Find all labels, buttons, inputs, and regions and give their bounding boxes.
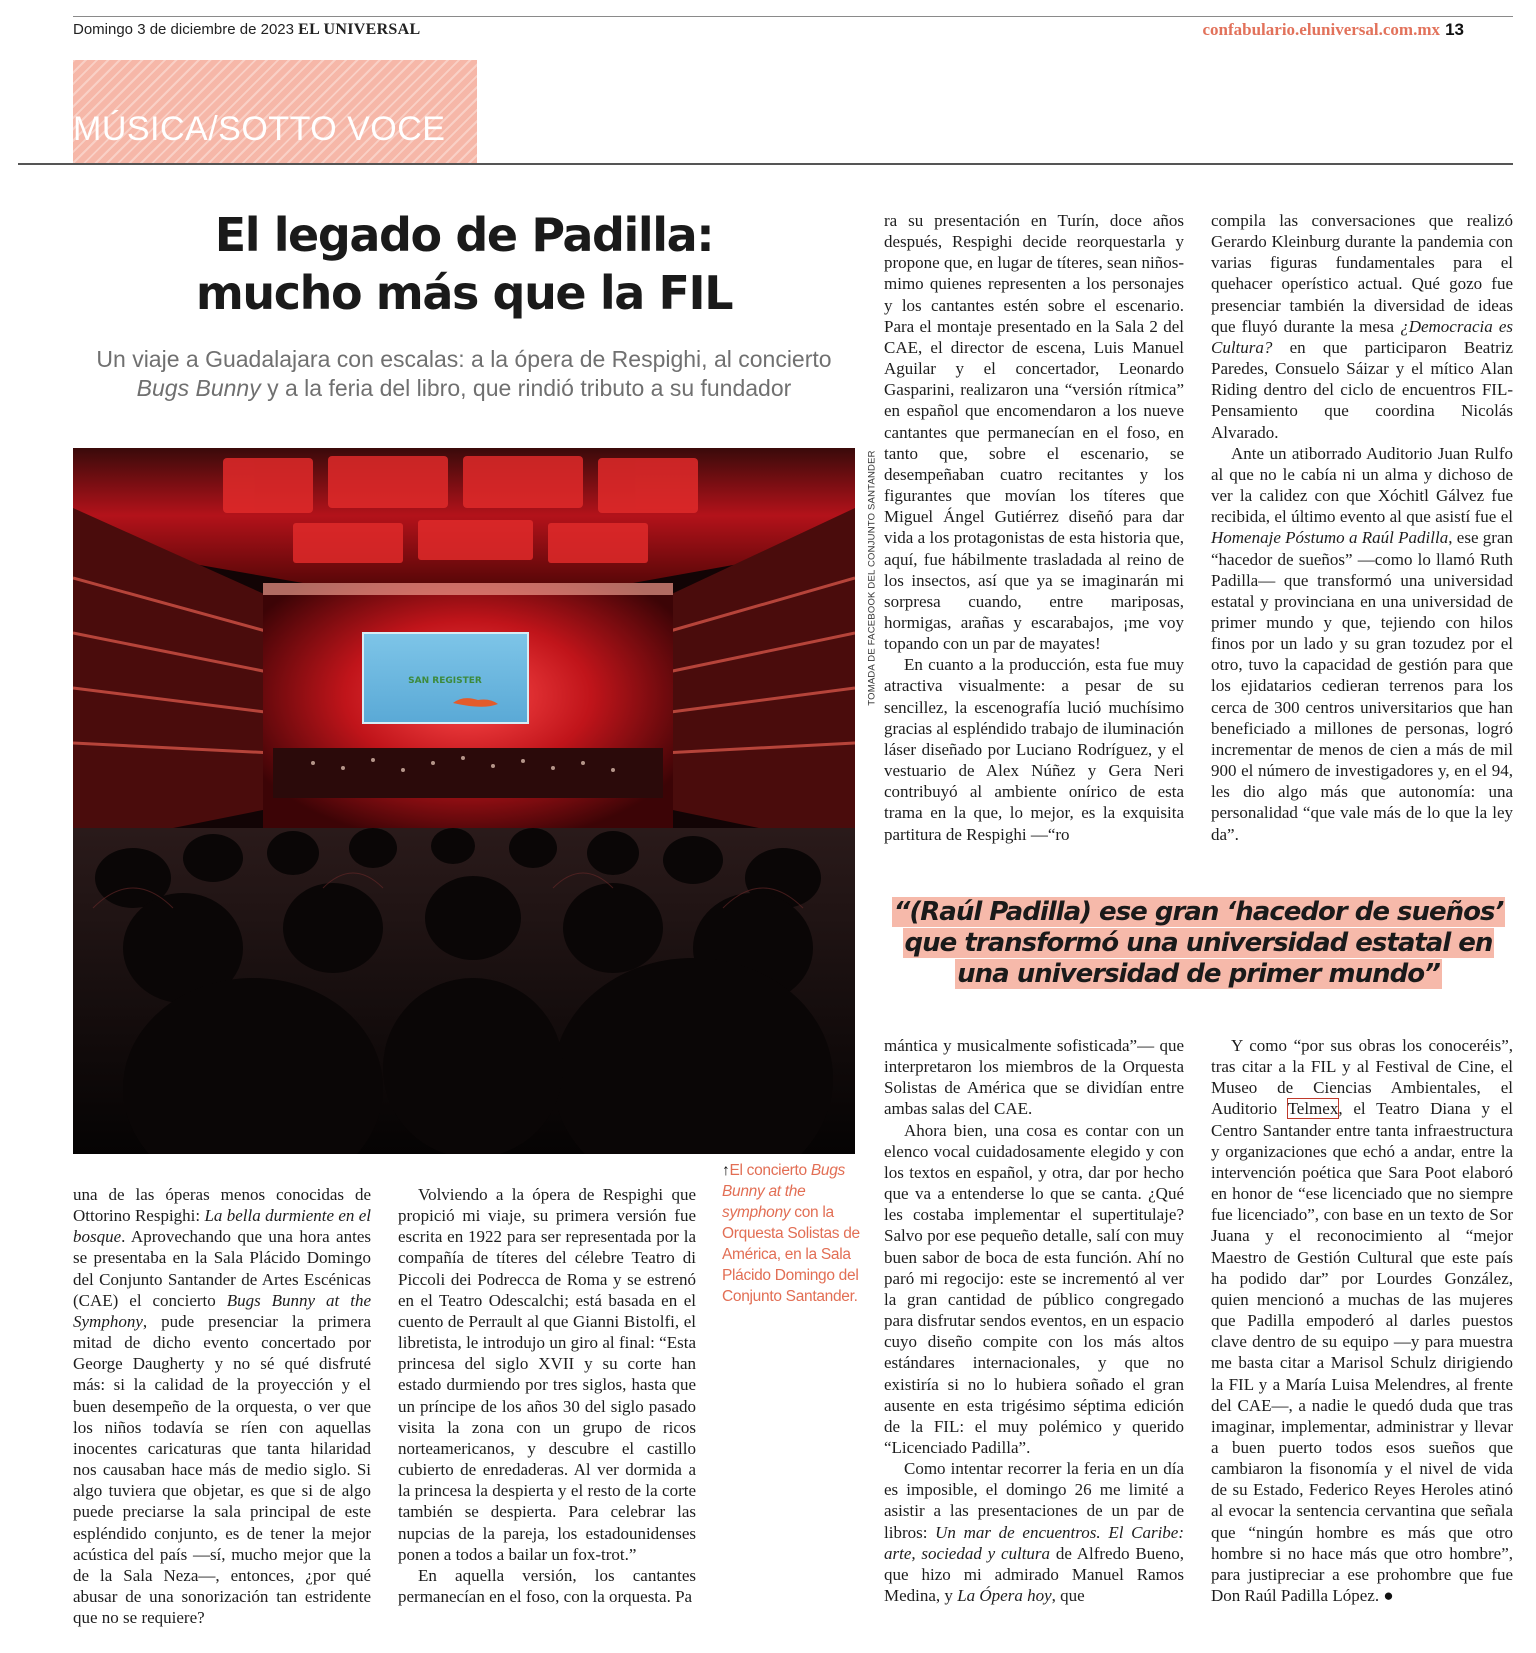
article-headline xyxy=(73,206,855,322)
issue-date xyxy=(73,21,420,39)
paragraph: Volviendo a la ópera de Respighi que propició mi viaje, su primera versión fue escrita en 1922 para ser representada por la compañía de títeres del célebre Teatro di Piccoli dei Podrecca de Roma y se estrenó en el Teatro Odescalchi; está basada en el cuento de Perrault al que Gianni Bistolfi, el libretista, le introdujo un giro al final: “Esta princesa del siglo XVII y su corte han estado durmiendo por tres siglos, hasta que un príncipe de los años 30 del siglo pasado visita la zona con un grupo de ricos norteamericanos, y descubre el castillo cubierto de enredaderas. Al ver dormida a la princesa la despierta y el resto de la corte también se despierta. Para celebrar las nupcias de la pareja, los estadounidenses ponen a todos a bailar un fox-trot.” xyxy=(398,1185,696,1564)
body-column-4-upper xyxy=(1211,210,1513,845)
section-rule xyxy=(18,163,1513,165)
paragraph: En aquella versión, los cantantes permanecían en el foso, con la orquesta. Pa xyxy=(398,1565,696,1606)
paragraph: Y como “por sus obras los conoceréis”, tras citar a la FIL y al Festival de Cine, el Museo de Ciencias Ambientales, el Auditorio Telmex, el Teatro Diana y el Centro Santander entre tanta infraestructura y organizaciones que echó a andar, entre la intervención poética que Sara Poot elaboró en honor de “ese licenciado que no siempre fue licenciado”, con base en un texto de Sor Juana y el reconocimiento al “mejor Maestro de Gestión Cultural que este país ha podido dar” por Lourdes González, quien mencionó a muchas de las mujeres que Padilla empoderó al darles puestos clave dentro de su equipo —y para muestra me basta citar a Marisol Schulz dirigiendo la FIL y a María Luisa Melendres, al frente del CAE—, a nadie le quedó duda que tras imaginar, implementar, administrar y llevar a buen puerto todos esos sueños que cambiaron la fisonomía y el nivel de vida de su Estado, Federico Reyes Heroles atinó al evocar la sentencia cervantina que señala que “ningún hombre es más que otro hombre si no hace más que otro hombre”, para justipreciar a ese prohombre que fue Don Raúl Padilla López. ● xyxy=(1211,1036,1513,1606)
headline-line-2: mucho más que la FIL xyxy=(195,266,733,320)
caption-italic: Bugs Bunny at the symphony xyxy=(722,1162,845,1221)
up-arrow-icon: ↑ xyxy=(722,1162,730,1179)
paragraph: Ahora bien, una cosa es contar con un elenco vocal cuidadosamente elegido y con los textos en español, y otra, dar por hecho que va a entenderse lo que se canta. ¿Qué les costaba implementar el supertitulaje? Salvo por ese pequeño detalle, salí con muy buen sabor de boca de esta función. Ahí no paró mi regocijo: este se incrementó al ver la gran cantidad de público congregado para disfrutar sendos eventos, en un espacio cuyo diseño compite con los más altos estándares internacionales, y que no existiría si no lo hubiera soñado el gran ausente en esta trigésimo séptima edición de la FIL: el muy polémico y querido “Licenciado Padilla”. xyxy=(884,1120,1184,1457)
paragraph: En cuanto a la producción, esta fue muy atractiva visualmente: a pesar de su sencillez, la escenografía lució muchísimo gracias al espléndido trabajo de iluminación láser diseñado por Luciano Rodríguez, y el vestuario de Alex Núñez y Gera Neri contribuyó al ambiente onírico de esta trama en la que, lo mejor, es la exquisita partitura de Respighi —“ro xyxy=(884,655,1184,844)
end-mark-icon: ● xyxy=(1383,1586,1394,1606)
paragraph: una de las óperas menos conocidas de Ottorino Respighi: La bella durmiente en el bosque. Aprovechando que una hora antes se presentaba en la Sala Plácido Domingo del Conjunto Santander de Artes Escénicas (CAE) el concierto Bugs Bunny at the Symphony, pude presenciar la primera mitad de dicho evento concertado por George Daugherty y no sé qué disfruté más: si la calidad de la proyección y el buen desempeño de la orquesta, o ver que los niños todavía se ríen con aquellas inocentes caricaturas que tanta hilaridad nos causaban hace más de medio siglo. Si algo tuviera que objetar, es que si de algo puede preciarse la sala principal de este espléndido conjunto, es de tener la mejor acústica del país —sí, mucho mejor que la de la Sala Neza—, entonces, ¿por qué abusar de una sonorización tan estridente que no se requiere? xyxy=(73,1185,372,1628)
body-column-4-lower xyxy=(1211,1035,1513,1606)
screen-text: SAN REGISTER xyxy=(408,676,482,686)
top-rule xyxy=(73,16,1513,17)
paragraph: mántica y musicalmente sofisticada”— que interpretaron los miembros de la Orquesta Solistas de América que se dividían entre ambas salas del CAE. xyxy=(884,1036,1184,1119)
pull-quote-text: “(Raúl Padilla) ese gran ‘hacedor de sueños’ que transformó una universidad estatal en una universidad de primer mundo” xyxy=(893,897,1504,989)
paragraph: compila las conversaciones que realizó Gerardo Kleinburg durante la pandemia con varias figuras fundamentales para el quehacer operístico actual. Qué gozo fue presenciar también la diversidad de ideas que fluyó durante la mesa ¿Democracia es Cultura? en que participaron Beatriz Paredes, Consuelo Sáizar y el mítico Alan Riding dentro del ciclo de encuentros FIL-Pensamiento que coordina Nicolás Alvarado. xyxy=(1211,211,1513,442)
body-column-1 xyxy=(73,1184,371,1628)
article-deck xyxy=(73,345,855,403)
concert-hall-illustration xyxy=(73,448,855,1154)
site-url-link[interactable]: confabulario.eluniversal.com.mx xyxy=(1202,20,1440,39)
caption-text-2: con la Orquesta Solistas de América, en la Sala Plácido Domingo del Conjunto Santander. xyxy=(722,1204,860,1305)
date-text: Domingo 3 de diciembre de 2023 xyxy=(73,21,294,38)
headline-line-1: El legado de Padilla: xyxy=(214,208,714,262)
photo-credit-text: TOMADA DE FACEBOOK DEL CONJUNTO SANTANDER xyxy=(866,450,878,706)
paragraph: Ante un atiborrado Auditorio Juan Rulfo al que no le cabía ni un alma y dichoso de ver la calidez con que Xóchitl Gálvez fue recibida, el último evento al que asistí fue el Homenaje Póstumo a Raúl Padilla, ese gran “hacedor de sueños” —como lo llamó Ruth Padilla— que transformó una universidad estatal y provinciana en una universidad de primer mundo y que, tejiendo con hilos finos por un lado y su gran tozudez por el otro, tuvo la capacidad de gestión para que los ejidatarios cedieran terrenos para los cerca de 300 centros universitarios que han beneficiado a millones de personas, logró incrementar de menos de cien a más de mil 900 el número de investigadores y, en el 94, les dio algo más que autonomía: una personalidad “que vale más de lo que la ley da”. xyxy=(1211,443,1513,844)
photo-credit xyxy=(866,449,878,707)
deck-italic: Bugs Bunny xyxy=(136,375,261,401)
concert-hall-photo xyxy=(73,448,855,1154)
caption-text-1: El concierto xyxy=(729,1162,807,1179)
publication-name: EL UNIVERSAL xyxy=(298,21,421,38)
body-column-3-lower xyxy=(884,1035,1184,1606)
pull-quote xyxy=(884,897,1513,990)
photo-caption xyxy=(722,1160,860,1307)
page-number: 13 xyxy=(1445,20,1464,39)
telmex-link[interactable]: Telmex xyxy=(1287,1099,1339,1119)
section-label: MÚSICA/SOTTO VOCE xyxy=(73,110,446,148)
body-column-2 xyxy=(398,1184,696,1607)
deck-text-1: Un viaje a Guadalajara con escalas: a la ópera de Respighi, al concierto xyxy=(96,346,832,372)
paragraph: Como intentar recorrer la feria en un día es imposible, el domingo 26 me limité a asistir a las presentaciones de un par de libros: Un mar de encuentros. El Caribe: arte, sociedad y cultura de Alfredo Bueno, que hizo mi admirado Manuel Ramos Medina, y La Ópera hoy, que xyxy=(884,1459,1185,1606)
body-column-3-upper xyxy=(884,210,1184,845)
deck-text-2: y a la feria del libro, que rindió tributo a su fundador xyxy=(267,375,792,401)
paragraph: ra su presentación en Turín, doce años después, Respighi decide reorquestarla y propone que, en lugar de títeres, sean niños-mimo quienes representen a los personajes y los cantantes estén sobre el escenario. Para el montaje presentado en la Sala 2 del CAE, el director de escena, Luis Manuel Aguilar y el concertador, Leonardo Gasparini, realizaron una “versión rítmica” en español que encomendaron a los nueve cantantes que permanecían en el foso, en tanto que, sobre el escenario, se desempeñaban cuatro recitantes y los figurantes que movían los títeres que Miguel Ángel Gutiérrez diseñó para dar vida a los protagonistas de esta historia que, aquí, fue hábilmente trasladada al reino de los insectos, así que ya se imaginarán mi sorpresa cuando, entre mariposas, hormigas, arañas y escarabajos, ¡me voy topando con un par de mayates! xyxy=(884,211,1184,654)
